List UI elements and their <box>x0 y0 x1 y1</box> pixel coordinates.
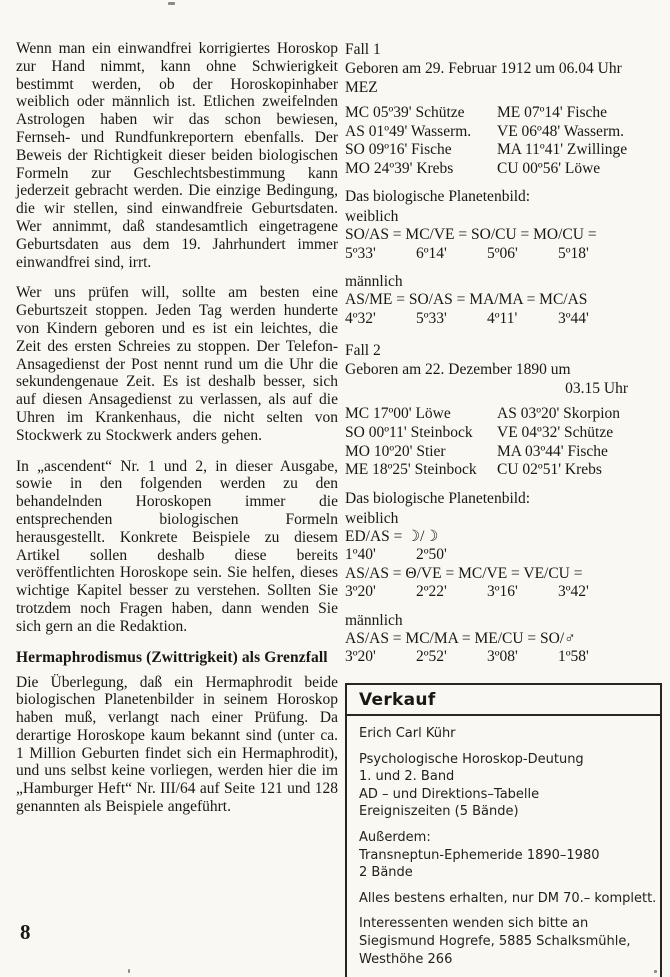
paragraph-ascendent: In „ascendent“ Nr. 1 und 2, in dieser Ausgabe, sowie in den folgenden werden zu den behandelnden Horoskopen immer die entsprechenden biologischen Formeln herausgestellt. Konkrete Beispiele zu diesem Artikel sollen deshalb diese bereits veröffentlichten Horoskope sein. Sie helfen, dieses wichtige Kapitel besser zu verstehen. Sollten Sie trotzdem noch Fragen haben, dann wenden Sie sich gern an die Redaktion. <box>16 457 338 635</box>
position-cell: MC 17º00' Löwe <box>345 405 451 423</box>
ad-line-price: Alles bestens erhalten, nur DM 70.– komplett. <box>359 890 657 906</box>
formula-value: 5º18' <box>558 244 589 262</box>
scan-speck <box>168 2 175 5</box>
formula-value: 3º08' <box>487 648 518 666</box>
case2-male-label: männlich <box>345 611 403 629</box>
position-row <box>345 104 662 123</box>
position-cell: ME 07º14' Fische <box>497 104 608 121</box>
position-row <box>345 424 662 443</box>
ad-line: Psychologische Horoskop-Deutung <box>359 751 584 767</box>
case2-title: Fall 2 <box>345 342 381 360</box>
formula-value: 3º16' <box>487 583 518 601</box>
formula-value: 5º06' <box>487 244 518 262</box>
formula-value: 1º40' <box>345 546 376 564</box>
position-cell: MO 10º20' Stier <box>345 442 446 460</box>
page-number: 8 <box>20 920 31 944</box>
case2-female-formula: AS/AS = Θ/VE = MC/VE = VE/CU = <box>345 564 583 582</box>
left-column <box>16 40 338 829</box>
case1-born-line2: MEZ <box>345 79 378 96</box>
position-cell: VE 06º48' Wasserm. <box>497 122 625 140</box>
position-cell: SO 00º11' Steinbock <box>345 423 473 441</box>
position-cell: CU 02º51' Krebs <box>497 461 602 479</box>
position-cell: ME 18º25' Steinbock <box>345 461 477 479</box>
case2-female-values-moon <box>345 546 662 565</box>
case1-title: Fall 1 <box>345 41 381 58</box>
formula-value: 4º32' <box>345 309 376 327</box>
case2-planetenbild-heading: Das biologische Planetenbild: <box>345 489 531 507</box>
position-row <box>345 141 662 160</box>
case1-planetenbild-heading: Das biologische Planetenbild: <box>345 188 531 206</box>
case1-male-formula: AS/ME = SO/AS = MA/MA = MC/AS <box>345 291 588 309</box>
position-cell: MC 05º39' Schütze <box>345 104 465 121</box>
position-row <box>345 123 662 142</box>
formula-value: 2º22' <box>416 583 447 601</box>
ad-line: Ereigniszeiten (5 Bände) <box>359 804 519 820</box>
verkauf-ad-box <box>345 683 662 977</box>
position-cell: MA 03º44' Fische <box>497 442 608 460</box>
position-row <box>345 461 662 480</box>
formula-value: 3º42' <box>558 583 589 601</box>
position-cell: MO 24º39' Krebs <box>345 159 454 177</box>
ad-line-seller: Erich Carl Kühr <box>359 726 456 741</box>
position-cell: AS 01º49' Wasserm. <box>345 122 472 140</box>
case2-male-values <box>345 648 662 667</box>
formula-value: 2º50' <box>416 546 447 564</box>
ad-box-title: Verkauf <box>347 685 660 716</box>
case1-female-label: weiblich <box>345 208 399 226</box>
case2-female-formula-moon: ED/AS = ☽/☽ <box>345 527 439 545</box>
case1-born-line1: Geboren am 29. Februar 1912 um 06.04 Uhr <box>345 60 622 77</box>
formula-value: 4º11' <box>487 309 518 327</box>
formula-value: 6º14' <box>416 244 447 262</box>
paragraph-intro: Wenn man ein einwandfrei korrigiertes Horoskop zur Hand nimmt, kann ohne Schwierigkeit bestimmt werden, ob der Horoskopinhaber weiblich oder männlich ist. Etlichen zweifelnden Astrologen haben wir das schon bewiesen, Fernseh- und Rundfunkreportern ebenfalls. Der Beweis der Richtigkeit dieser beiden biologischen Formeln zur Geschlechtsbestimmung kann jederzeit gebracht werden. Die einzige Bedingung, die wir stellen, sind einwandfreie Geburtsdaten. Wer annimmt, daß standesamtlich eingetragene Geburtsdaten aus dem 19. Jahrhundert immer einwandfrei sind, irrt. <box>16 40 338 271</box>
case1-positions-table <box>345 104 662 178</box>
paragraph-birth-time: Wer uns prüfen will, sollte am besten eine Geburtszeit stoppen. Jeden Tag werden hunderte von Kindern geboren und es ist ein leichtes, die Zeit des ersten Schreies zu stoppen. Der Telefon-Ansagedienst der Post nennt rund um die Uhr die sekundengenaue Zeit. Es ist deshalb besser, sich auf diesen Ansagedienst zu verlassen, als auf die Uhren im Krankenhaus, die nicht selten von Stockwerk zu Stockwerk anders gehen. <box>16 284 338 444</box>
position-cell: SO 09º16' Fische <box>345 141 452 159</box>
formula-value: 1º58' <box>558 648 589 666</box>
formula-value: 5º33' <box>345 244 376 262</box>
ad-line: 1. und 2. Band <box>359 769 455 785</box>
case2-born-line1: Geboren am 22. Dezember 1890 um <box>345 361 571 379</box>
position-cell: AS 03º20' Skorpion <box>497 405 621 423</box>
formula-value: 5º33' <box>416 309 447 327</box>
case2-female-label: weiblich <box>345 509 399 527</box>
position-cell: CU 00º56' Löwe <box>497 159 601 177</box>
position-row <box>345 405 662 424</box>
formula-value: 3º20' <box>345 648 376 666</box>
case1-female-formula: SO/AS = MC/VE = SO/CU = MO/CU = <box>345 226 597 244</box>
ad-line: Transneptun-Ephemeride 1890–1980 <box>359 847 600 863</box>
scan-speck <box>128 969 130 973</box>
right-column <box>345 40 662 667</box>
case1-male-values <box>345 310 662 329</box>
ad-line: 2 Bände <box>359 865 413 881</box>
case1-male-label: männlich <box>345 273 403 291</box>
position-row <box>345 443 662 462</box>
case2-female-values <box>345 583 662 602</box>
case2-male-formula: AS/AS = MC/MA = ME/CU = SO/♂ <box>345 629 576 647</box>
ad-line-contact: Siegismund Hogrefe, 5885 Schalksmühle, <box>359 933 631 949</box>
position-cell: VE 04º32' Schütze <box>497 423 614 441</box>
section-heading: Hermaphrodismus (Zwittrigkeit) als Grenzfall <box>16 648 328 666</box>
ad-line: AD – und Direktions–Tabelle <box>359 786 540 802</box>
ad-line: Außerdem: <box>359 829 431 845</box>
case2-born-line2: 03.15 Uhr <box>565 380 628 398</box>
formula-value: 3º20' <box>345 583 376 601</box>
position-row <box>345 160 662 179</box>
formula-value: 2º52' <box>416 648 447 666</box>
paragraph-hermaphrodismus: Die Überlegung, daß ein Hermaphrodit beide biologischen Planetenbilder in seinem Horoskop haben muß, verlangt nach einer Prüfung. Da derartige Horoskope kaum bekannt sind (unter ca. 1 Million Geburten findet sich ein Hermaphrodit), und uns selbst keine vorliegen, werden hier die im „Hamburger Heft“ Nr. III/64 auf Seite 121 und 128 genannten als Beispiele angeführt. <box>16 673 338 816</box>
ad-box-body <box>347 716 660 977</box>
ad-line-contact: Westhöhe 266 <box>359 951 453 967</box>
ad-line-contact: Interessenten wenden sich bitte an <box>359 916 589 932</box>
case1-female-values <box>345 245 662 264</box>
position-cell: MA 11º41' Zwillinge <box>497 141 628 159</box>
case2-positions-table <box>345 405 662 479</box>
formula-value: 3º44' <box>558 309 589 327</box>
